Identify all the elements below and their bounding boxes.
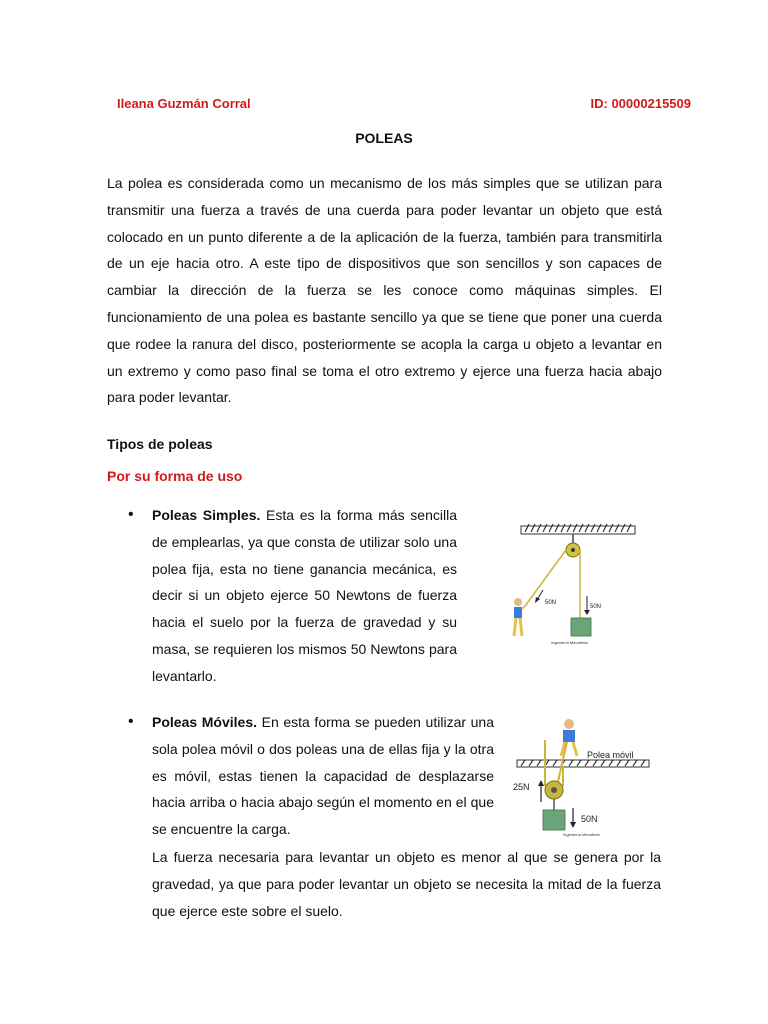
list-item-movable-cont: La fuerza necesaria para levantar un objeto es menor al que se genera por la gravedad, ya que para poder levantar un objeto se necesita la mitad de la fuerza que ejerce este sobre el suelo. (152, 849, 661, 919)
item-title: Poleas Móviles. (152, 714, 257, 730)
force-label: 25N (513, 782, 530, 792)
item-text: En esta forma se pueden utilizar una sola polea móvil o dos poleas una de ellas fija y la otra es móvil, estas tienen la capacidad de desplazarse hacia arriba o hacia abajo según el momento en el que se encuentre la carga. (152, 714, 494, 838)
figure-caption: Ingeniería Mecafenix (551, 640, 589, 645)
movable-pulley-figure (507, 712, 653, 842)
figure-caption: Ingeniería Mecafenix (563, 832, 601, 837)
item-title: Poleas Simples. (152, 507, 261, 523)
item-text: Esta es la forma más sencilla de emplearlas, ya que consta de utilizar solo una polea fija, esta no tiene ganancia mecánica, es decir si un objeto ejerce 50 Newtons de fuerza hacia el suelo por la fuerza de gravedad y su masa, se requieren los mismos 50 Newtons para levantarlo. (152, 507, 457, 684)
bullet-icon: • (128, 506, 134, 523)
force-label: 50N (545, 600, 557, 606)
force-label: 50N (590, 604, 602, 610)
list-item-simple (152, 502, 457, 690)
force-label: 50N (581, 814, 598, 824)
subsection-heading: Por su forma de uso (107, 468, 243, 484)
section-heading: Tipos de poleas (107, 436, 213, 452)
movable-pulley-diagram (507, 712, 653, 842)
author-name: Ileana Guzmán Corral (117, 96, 251, 111)
figure-label: Polea móvil (587, 750, 634, 760)
simple-pulley-figure (507, 520, 641, 648)
list-item-movable (152, 709, 494, 843)
student-id: ID: 00000215509 (590, 96, 691, 111)
bullet-icon: • (128, 713, 134, 730)
simple-pulley-diagram (507, 520, 641, 648)
page-title: POLEAS (355, 130, 413, 146)
intro-paragraph: La polea es considerada como un mecanismo de los más simples que se utilizan para transmitir una fuerza a través de una cuerda para poder levantar un objeto que está colocado en un punto diferente a de la aplicación de la fuerza, también para transmitirla de un eje hacia otro. A este tipo de dispositivos que son sencillos y son capaces de cambiar la dirección de la fuerza se les conoce como máquinas simples. El funcionamiento de una polea es bastante sencillo ya que se tiene que poner una cuerda que rodee la ranura del disco, posteriormente se acopla la carga u objeto a levantar en un extremo y como paso final se toma el otro extremo y ejerce una fuerza hacia abajo para poder levantar. (107, 175, 662, 406)
